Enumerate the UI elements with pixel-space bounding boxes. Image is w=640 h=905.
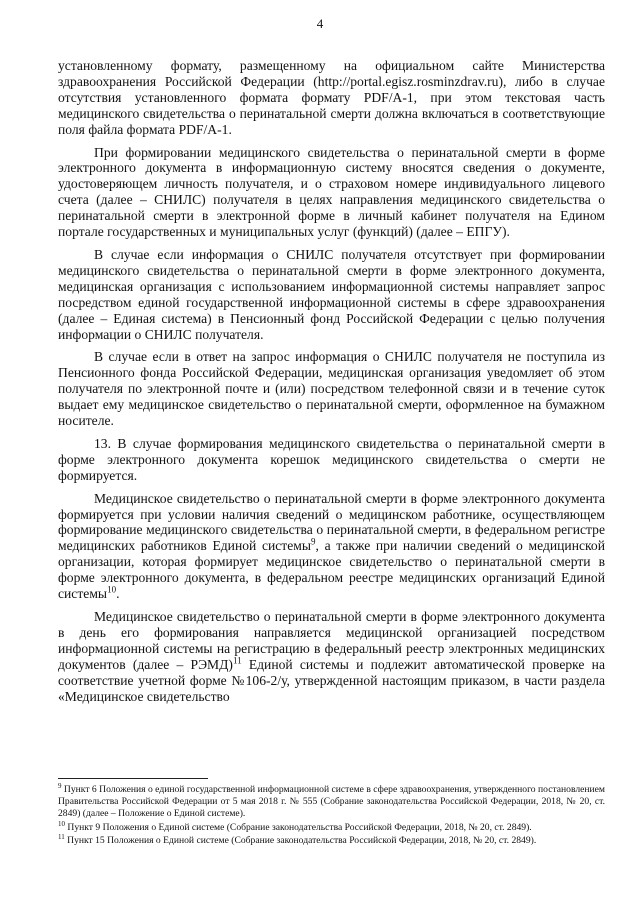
paragraph-5: 13. В случае формирования медицинского свидетельства о перинатальной смерти в форме электронного документа корешок медицинского свидетельства о смерти не формируется. xyxy=(58,435,605,483)
paragraph-7-text-b: Единой системы и подлежит автоматической проверке на соответствие учетной форме №106-2/у, утвержденной настоящим приказом, в части раздела «Медицинское свидетельство xyxy=(58,656,605,704)
paragraph-7 xyxy=(58,609,605,704)
paragraph-1: установленному формату, размещенному на официальном сайте Министерства здравоохранения Российской Федерации (http://portal.egisz.rosminzdrav.ru), либо в случае отсутствия установленного формата формату PDF/A-1, при этом текстовая часть медицинского свидетельства о перинатальной смерти должна включаться в соответствующие поля файла формата PDF/A-1. xyxy=(58,58,605,137)
footnote-mark: 10 xyxy=(58,819,65,828)
paragraph-7-text-a: Медицинское свидетельство о перинатальной смерти в форме электронного документа в день его формирования направляется медицинской организацией посредством информационной системы на регистрацию в федеральный реестр электронных медицинских документов (далее – РЭМД) xyxy=(58,609,605,672)
footnote-11 xyxy=(58,832,605,847)
footnote-9 xyxy=(58,781,605,821)
footnote-ref-11[interactable]: 11 xyxy=(232,655,242,666)
footnote-10 xyxy=(58,819,605,834)
footnotes xyxy=(58,781,605,848)
footnote-divider xyxy=(58,778,208,779)
paragraph-6 xyxy=(58,491,605,602)
footnote-text: Пункт 6 Положения о единой государственной информационной системе в сфере здравоохранения, утвержденного постановлением Правительства Российской Федерации от 5 мая 2018 г. № 555 (Собрание законодательства Российской Федерации, 2018, № 20, ст. 2849) (далее – Положение о Единой системе). xyxy=(58,784,605,820)
footnote-text: Пункт 9 Положения о Единой системе (Собрание законодательства Российской Федерации, 2018, № 20, ст. 2849). xyxy=(65,821,532,833)
paragraph-2: При формировании медицинского свидетельства о перинатальной смерти в форме электронного документа в информационную систему вносятся сведения о документе, удостоверяющем личность получателя, и о страховом номере индивидуального лицевого счета (далее – СНИЛС) получателя в целях направления медицинского свидетельства о перинатальной смерти в электронной форме в личный кабинет получателя на Едином портале государственных и муниципальных услуг (функций) (далее – ЕПГУ). xyxy=(58,144,605,240)
paragraph-4: В случае если в ответ на запрос информация о СНИЛС получателя не поступила из Пенсионного фонда Российской Федерации, медицинская организация уведомляет об этом получателя по электронной почте и (или) посредством телефонной связи и в течение суток выдает ему медицинское свидетельство о перинатальной смерти, оформленное на бумажном носителе. xyxy=(58,349,605,429)
footnote-ref-9[interactable]: 9 xyxy=(311,536,316,547)
footnote-mark: 11 xyxy=(58,832,65,841)
footnote-text: Пункт 15 Положения о Единой системе (Собрание законодательства Российской Федерации, 2018, № 20, ст. 2849). xyxy=(64,834,537,846)
paragraph-6-text-c: . xyxy=(116,586,120,602)
paragraph-3: В случае если информация о СНИЛС получателя отсутствует при формировании медицинского свидетельства о перинатальной смерти в форме электронного документа, медицинская организация с использованием информационной системы направляет запрос посредством единой государственной информационной системы в сфере здравоохранения (далее – Единая система) в Пенсионный фонд Российской Федерации с целью получения информации о СНИЛС получателя. xyxy=(58,246,605,342)
paragraph-6-text-b: , а также при наличии сведений о медицинской организации, которая формирует медицинское свидетельство о перинатальной смерти в форме электронного документа, в федеральном реестре медицинских организаций Единой системы xyxy=(58,538,605,602)
paragraph-6-text-a: Медицинское свидетельство о перинатальной смерти в форме электронного документа формируется при условии наличия сведений о медицинском работнике, осуществляющем формирование медицинского свидетельства о перинатальной смерти, в федеральном регистре медицинских работников Единой системы xyxy=(58,490,605,554)
page-number: 4 xyxy=(316,16,324,31)
footnote-mark: 9 xyxy=(58,781,62,790)
footnote-ref-10[interactable]: 10 xyxy=(107,584,117,595)
document-body xyxy=(58,58,605,711)
